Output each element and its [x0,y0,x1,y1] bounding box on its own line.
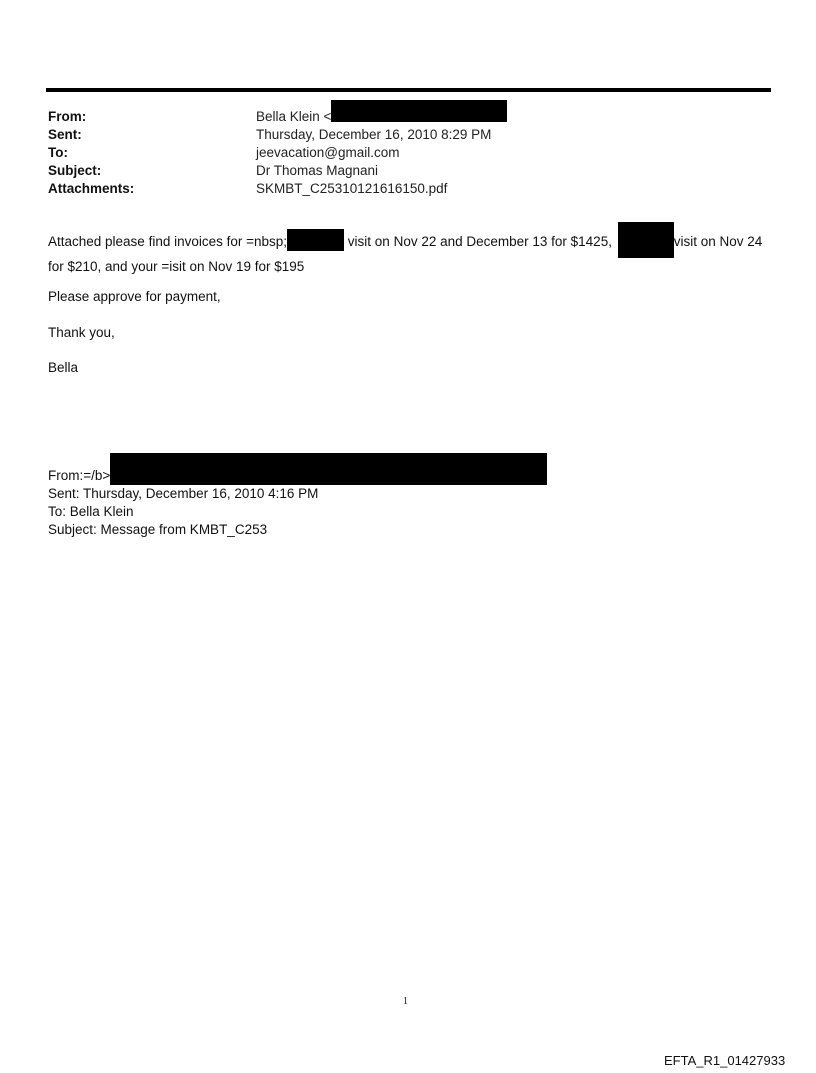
from-value [256,108,507,126]
to-row [48,144,507,162]
to-label: To: [48,145,68,160]
to-value: jeevacation@gmail.com [256,145,400,160]
attachments-row [48,180,507,198]
body-paragraph-approve: Please approve for payment, [48,289,221,304]
page-number: 1 [403,996,408,1007]
document-id: EFTA_R1_01427933 [664,1053,786,1068]
attachments-label: Attachments: [48,181,135,196]
redaction-block [618,222,674,258]
subject-value: Dr Thomas Magnani [256,163,379,178]
email-header [48,108,507,198]
subject-label: Subject: [48,163,102,178]
forwarded-header [48,467,547,539]
sent-value: Thursday, December 16, 2010 8:29 PM [256,127,492,142]
redaction-block [287,229,344,251]
fwd-sent: Sent: Thursday, December 16, 2010 4:16 PM [48,486,319,501]
body-paragraph-thanks: Thank you, [48,325,115,340]
from-label: From: [48,109,87,124]
subject-row [48,162,507,180]
redaction-block [110,453,547,485]
fwd-subject: Subject: Message from KMBT_C253 [48,522,268,537]
body-text-segment: Attached please find invoices for =nbsp; [48,234,288,249]
header-rule [46,88,771,92]
fwd-to: To: Bella Klein [48,504,134,519]
sent-row [48,126,507,144]
body-signature: Bella [48,360,79,375]
from-name: Bella Klein < [256,109,332,124]
attachments-value: SKMBT_C25310121616150.pdf [256,181,448,196]
redaction-block [331,100,507,122]
sent-label: Sent: [48,127,82,142]
fwd-from: From:=/b> [48,468,111,483]
body-text-segment: for $210, and your =isit on Nov 19 for $195 [48,259,305,274]
from-row [48,108,507,126]
body-text-segment: visit on Nov 24 [673,234,763,249]
body-paragraph-invoices [48,233,778,276]
body-text-segment: visit on Nov 22 and December 13 for $1425, [347,234,612,249]
fwd-from-row [48,467,547,485]
